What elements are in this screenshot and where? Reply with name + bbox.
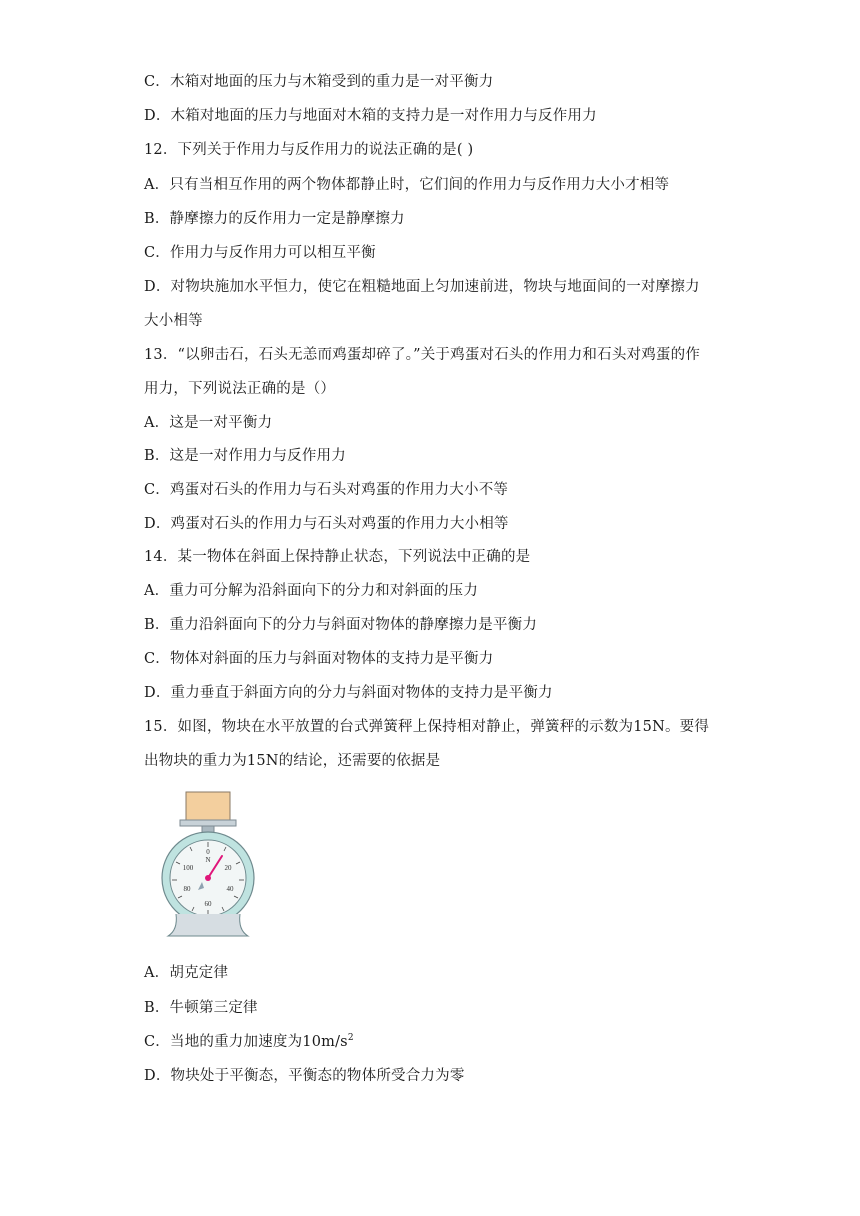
question-13-stem: 13．“以卵击石，石头无恙而鸡蛋却碎了。”关于鸡蛋对石头的作用力和石头对鸡蛋的作 xyxy=(144,347,701,363)
dial-label: 60 xyxy=(204,900,212,908)
text-line: D．对物块施加水平恒力，使它在粗糙地面上匀加速前进，物块与地面间的一对摩擦力 xyxy=(144,279,700,295)
option-c-superscript: 2 xyxy=(347,1033,354,1044)
text-line: D．鸡蛋对石头的作用力与石头对鸡蛋的作用力大小相等 xyxy=(144,516,509,532)
option-b: B．牛顿第三定律 xyxy=(144,1000,258,1016)
text-line: A．这是一对平衡力 xyxy=(144,415,273,431)
option-a: A．胡克定律 xyxy=(144,965,229,981)
spring-scale-figure xyxy=(158,790,258,938)
block-shape xyxy=(186,792,230,820)
text-line: 大小相等 xyxy=(144,313,203,329)
dial-label: 80 xyxy=(183,885,191,893)
dial-label: 0 xyxy=(206,848,210,856)
text-line: B．重力沿斜面向下的分力与斜面对物体的静摩擦力是平衡力 xyxy=(144,617,538,633)
text-line: 用力，下列说法正确的是（） xyxy=(144,381,336,397)
question-15-stem: 15．如图，物块在水平放置的台式弹簧秤上保持相对静止，弹簧秤的示数为15N。要得 xyxy=(144,719,710,735)
text-line: D．重力垂直于斜面方向的分力与斜面对物体的支持力是平衡力 xyxy=(144,685,553,701)
text-line: C．木箱对地面的压力与木箱受到的重力是一对平衡力 xyxy=(144,74,494,90)
text-line: D．木箱对地面的压力与地面对木箱的支持力是一对作用力与反作用力 xyxy=(144,108,597,124)
option-c-text: C．当地的重力加速度为10m/s xyxy=(144,1034,348,1050)
needle-hub xyxy=(205,875,211,881)
scale-base xyxy=(168,914,248,936)
question-14-stem: 14．某一物体在斜面上保持静止状态，下列说法中正确的是 xyxy=(144,549,531,565)
text-line: A．只有当相互作用的两个物体都静止时，它们间的作用力与反作用力大小才相等 xyxy=(144,177,670,193)
scale-platform xyxy=(180,820,236,826)
text-line: C．物体对斜面的压力与斜面对物体的支持力是平衡力 xyxy=(144,651,494,667)
text-line: 出物块的重力为15N的结论，还需要的依据是 xyxy=(144,753,441,769)
dial-label: 100 xyxy=(182,864,194,872)
text-line: C．作用力与反作用力可以相互平衡 xyxy=(144,245,376,261)
dial-label: 40 xyxy=(226,885,234,893)
spring-scale-illustration xyxy=(158,790,258,938)
option-d: D．物块处于平衡态，平衡态的物体所受合力为零 xyxy=(144,1068,465,1084)
dial-label: 20 xyxy=(224,864,232,872)
dial-unit: N xyxy=(205,856,211,864)
text-line: B．这是一对作用力与反作用力 xyxy=(144,448,346,464)
text-line: B．静摩擦力的反作用力一定是静摩擦力 xyxy=(144,211,405,227)
option-c xyxy=(144,1032,354,1052)
text-line: C．鸡蛋对石头的作用力与石头对鸡蛋的作用力大小不等 xyxy=(144,482,509,498)
text-line: A．重力可分解为沿斜面向下的分力和对斜面的压力 xyxy=(144,583,479,599)
question-12-stem: 12．下列关于作用力与反作用力的说法正确的是( ) xyxy=(144,142,474,158)
